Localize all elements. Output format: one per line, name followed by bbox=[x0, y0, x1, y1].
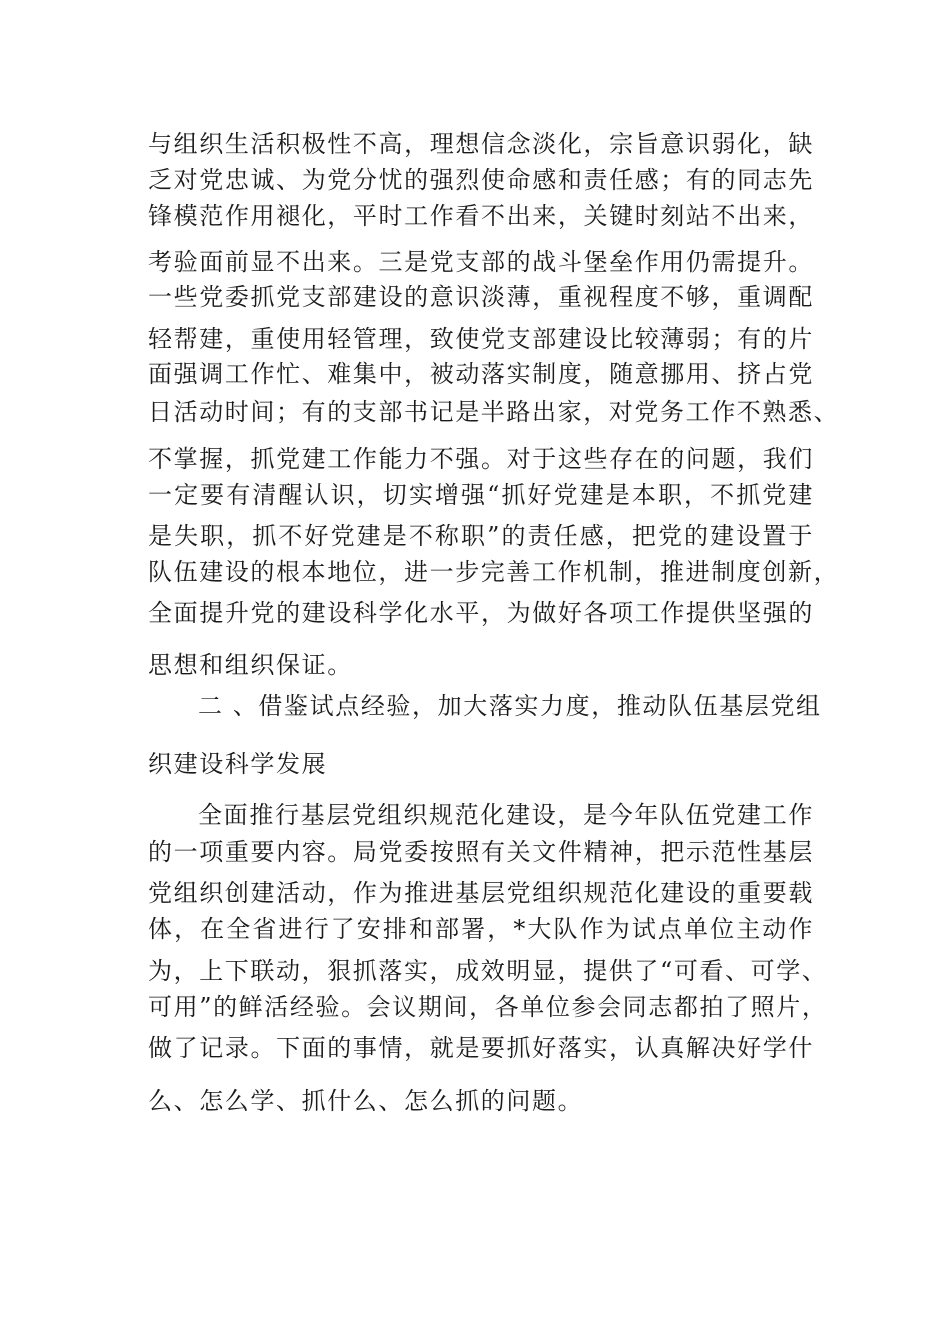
paragraph-2-line: 的一项重要内容。局党委按照有关文件精神，把示范性基层 bbox=[148, 838, 814, 866]
paragraph-1-line: 队伍建设的根本地位，进一步完善工作机制，推进制度创新， bbox=[148, 558, 840, 586]
paragraph-2-line: 做了记录。下面的事情，就是要抓好落实，认真解决好学什 bbox=[148, 1034, 814, 1062]
paragraph-2-line: 为，上下联动，狠抓落实，成效明显，提供了“可看、可学、 bbox=[148, 957, 828, 985]
paragraph-1-line: 思想和组织保证。 bbox=[148, 651, 353, 679]
paragraph-1-line: 锋模范作用褪化，平时工作看不出来，关键时刻站不出来， bbox=[148, 202, 814, 230]
paragraph-1-line: 不掌握，抓党建工作能力不强。对于这些存在的问题，我们 bbox=[148, 445, 814, 473]
paragraph-1-line: 轻帮建，重使用轻管理，致使党支部建设比较薄弱；有的片 bbox=[148, 325, 814, 353]
paragraph-1-line: 面强调工作忙、难集中，被动落实制度，随意挪用、挤占党 bbox=[148, 360, 814, 388]
section-heading-line: 二 、借鉴试点经验，加大落实力度，推动队伍基层党组 bbox=[198, 692, 822, 720]
paragraph-1-line: 日活动时间；有的支部书记是半路出家，对党务工作不熟悉、 bbox=[148, 398, 840, 426]
paragraph-1-line: 考验面前显不出来。三是党支部的战斗堡垒作用仍需提升。 bbox=[148, 248, 814, 276]
paragraph-2-line: 么、怎么学、抓什么、怎么抓的问题。 bbox=[148, 1087, 584, 1115]
paragraph-1-line: 一些党委抓党支部建设的意识淡薄，重视程度不够，重调配 bbox=[148, 283, 814, 311]
paragraph-1-line: 全面提升党的建设科学化水平，为做好各项工作提供坚强的 bbox=[148, 599, 814, 627]
paragraph-2-line: 体，在全省进行了安排和部署，*大队作为试点单位主动作 bbox=[148, 915, 814, 943]
paragraph-2-line: 可用”的鲜活经验。会议期间，各单位参会同志都拍了照片， bbox=[148, 993, 828, 1021]
paragraph-1-line: 一定要有清醒认识，切实增强“抓好党建是本职，不抓党建 bbox=[148, 481, 814, 509]
paragraph-1-line: 与组织生活积极性不高，理想信念淡化，宗旨意识弱化，缺 bbox=[148, 130, 814, 158]
paragraph-1-line: 是失职，抓不好党建是不称职”的责任感，把党的建设置于 bbox=[148, 522, 814, 550]
paragraph-2-line: 全面推行基层党组织规范化建设，是今年队伍党建工作 bbox=[198, 801, 814, 829]
paragraph-1-line: 乏对党忠诚、为党分忧的强烈使命感和责任感；有的同志先 bbox=[148, 166, 814, 194]
paragraph-2-line: 党组织创建活动，作为推进基层党组织规范化建设的重要载 bbox=[148, 879, 814, 907]
section-heading-line: 织建设科学发展 bbox=[148, 750, 328, 778]
